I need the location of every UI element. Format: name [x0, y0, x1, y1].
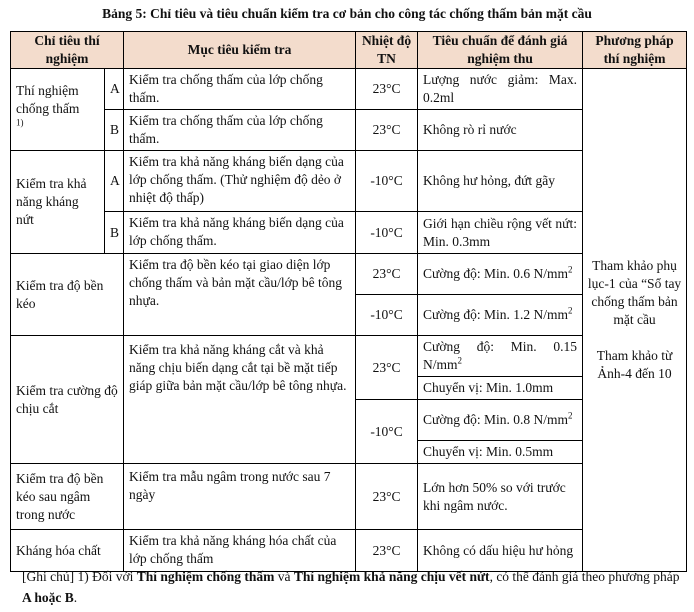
criteria-cell: Chuyển vị: Min. 0.5mm	[418, 441, 583, 464]
footnote: [Ghi chú] 1) Đối với Thí nghiệm chống thấm và Thí nghiệm khả năng chịu vết nứt, có thể đánh giá theo phương pháp A hoặc B.	[22, 569, 680, 605]
target-cell: Kiểm tra khả năng kháng hóa chất của lớp chống thấm	[124, 530, 356, 572]
temp-cell: -10°C	[356, 212, 418, 254]
header-acceptance: Tiêu chuẩn để đánh giá nghiệm thu	[418, 32, 583, 69]
method-cell	[583, 69, 687, 572]
sub-label: B	[105, 212, 124, 254]
target-cell: Kiểm tra khả năng kháng biến dạng của lớp chống thấm. (Thử nghiệm độ dẻo ở nhiệt độ thấp)	[124, 151, 356, 212]
target-cell: Kiểm tra khả năng kháng cắt và khả năng chịu biến dạng cắt tại bề mặt tiếp giáp giữa bản mặt cầu/lớp bê tông nhựa.	[124, 336, 356, 464]
sub-label: A	[105, 151, 124, 212]
target-cell: Kiểm tra độ bền kéo tại giao diện lớp chống thấm và bản mặt cầu/lớp bê tông nhựa.	[124, 254, 356, 336]
group-name: Kháng hóa chất	[11, 530, 124, 572]
criteria-cell: Lượng nước giảm: Max. 0.2ml	[418, 69, 583, 110]
target-cell: Kiểm tra chống thấm của lớp chống thấm.	[124, 69, 356, 110]
group-name: Kiểm tra độ bền kéo sau ngâm trong nước	[11, 464, 124, 530]
temp-cell: -10°C	[356, 151, 418, 212]
criteria-cell: Cường độ: Min. 0.8 $N/mm^2$	[418, 400, 583, 441]
header-row	[11, 32, 687, 69]
temp-cell: 23°C	[356, 254, 418, 295]
header-test-criteria: Chỉ tiêu thí nghiệm	[11, 32, 124, 69]
temp-cell: 23°C	[356, 464, 418, 530]
criteria-cell: Cường độ: Min. 1.2 $N/mm^2$	[418, 295, 583, 336]
table-row	[11, 69, 687, 110]
criteria-cell: Cường độ: Min. 0.15 $N/mm^2$	[418, 336, 583, 377]
criteria-cell: Không hư hỏng, đứt gãy	[418, 151, 583, 212]
target-cell: Kiểm tra chống thấm của lớp chống thấm.	[124, 110, 356, 151]
group-name: Kiểm tra cường độ chịu cắt	[11, 336, 124, 464]
target-cell: Kiểm tra mẫu ngâm trong nước sau 7 ngày	[124, 464, 356, 530]
sub-label: A	[105, 69, 124, 110]
temp-cell: -10°C	[356, 295, 418, 336]
criteria-cell: Không có dấu hiệu hư hỏng	[418, 530, 583, 572]
temp-cell: 23°C	[356, 336, 418, 400]
temp-cell: 23°C	[356, 530, 418, 572]
temp-cell: -10°C	[356, 400, 418, 464]
header-temperature: Nhiệt độ TN	[356, 32, 418, 69]
target-cell: Kiểm tra khả năng kháng biến dạng của lớp chống thấm.	[124, 212, 356, 254]
criteria-cell: Chuyển vị: Min. 1.0mm	[418, 377, 583, 400]
temp-cell: 23°C	[356, 110, 418, 151]
criteria-cell: Lớn hơn 50% so với trước khi ngâm nước.	[418, 464, 583, 530]
criteria-cell: Không rò rỉ nước	[418, 110, 583, 151]
header-target: Mục tiêu kiểm tra	[124, 32, 356, 69]
group-name: Kiểm tra độ bền kéo	[11, 254, 124, 336]
criteria-cell: Cường độ: Min. 0.6 $N/mm^2$	[418, 254, 583, 295]
header-method: Phương pháp thí nghiệm	[583, 32, 687, 69]
temp-cell: 23°C	[356, 69, 418, 110]
criteria-table	[10, 31, 687, 572]
group-name: Kiểm tra khả năng kháng nứt	[11, 151, 105, 254]
sub-label: B	[105, 110, 124, 151]
footnote-ref: 1)	[16, 117, 24, 127]
method-ref-1: Tham khảo phụ lục-1 của “Sổ tay chống thấm bản mặt cầu	[587, 258, 682, 327]
criteria-cell: Giới hạn chiều rộng vết nứt: Min. 0.3mm	[418, 212, 583, 254]
group-name: Thí nghiệm chống thấm $^{1)}$	[11, 69, 105, 151]
table-title: Bảng 5: Chỉ tiêu và tiêu chuẩn kiểm tra cơ bản cho công tác chống thấm bản mặt cầu	[102, 6, 592, 21]
method-ref-2: Tham khảo từ Ảnh-4 đến 10	[596, 348, 673, 381]
